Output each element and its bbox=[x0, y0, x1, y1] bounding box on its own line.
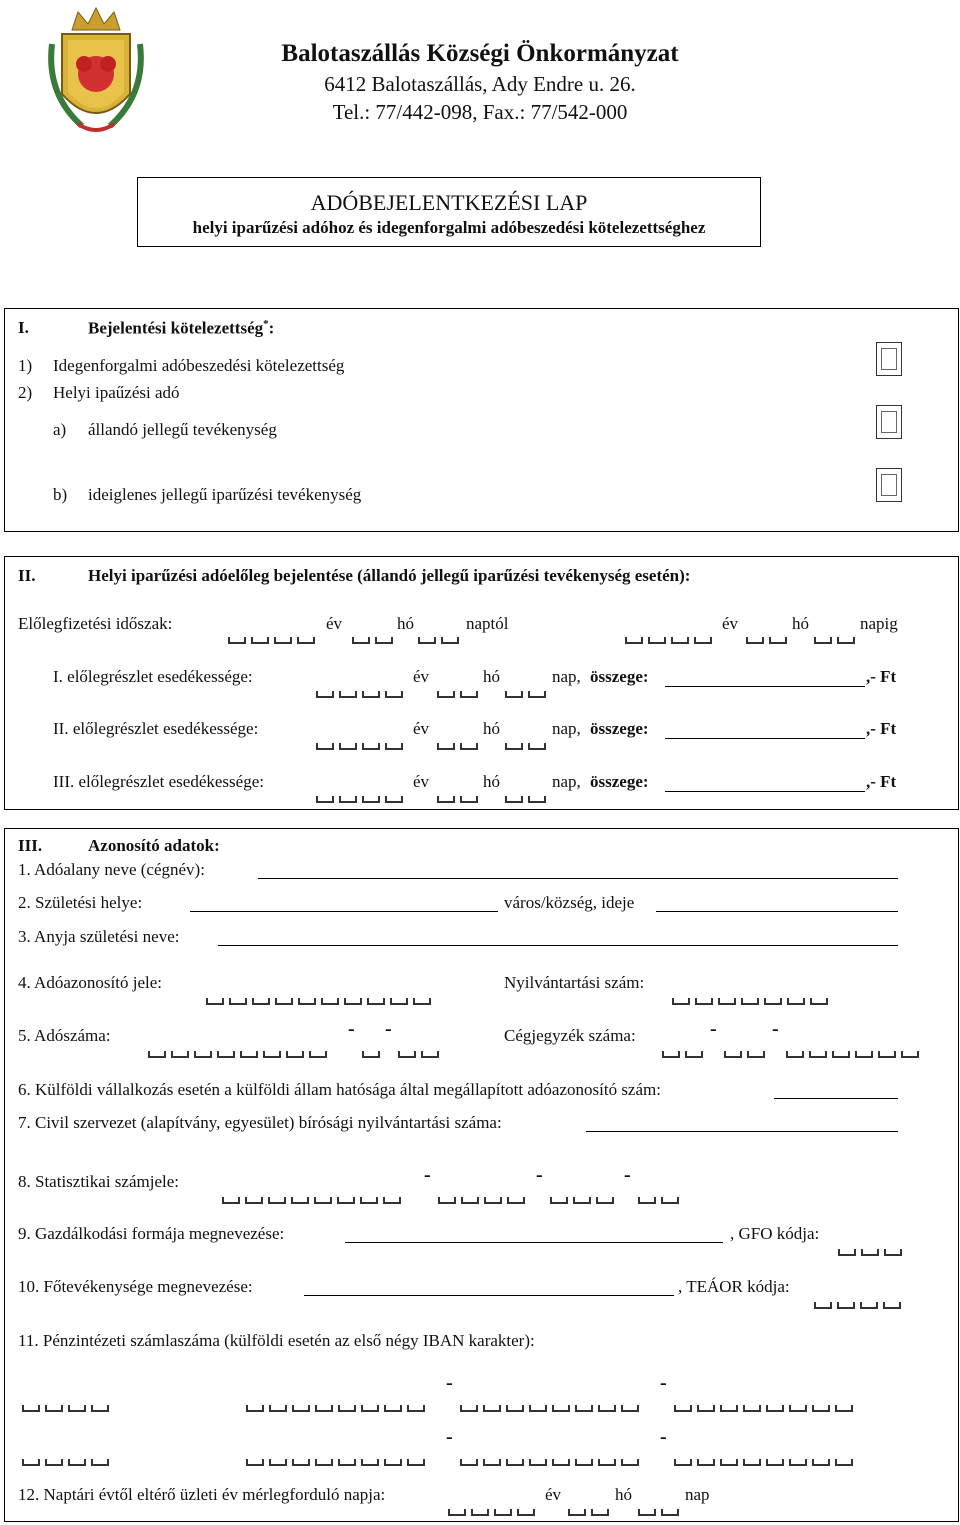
field-6-input[interactable] bbox=[774, 1097, 898, 1099]
registry-number-boxes[interactable] bbox=[672, 987, 828, 1005]
field-2-label: 2. Születési helye: bbox=[18, 893, 143, 912]
label-napig: napig bbox=[860, 614, 898, 633]
gfo-code-boxes[interactable] bbox=[838, 1238, 902, 1256]
stat-code-boxes-2[interactable] bbox=[438, 1186, 525, 1204]
account-2-boxes-c[interactable] bbox=[674, 1448, 853, 1466]
tax-number-county-boxes[interactable] bbox=[398, 1040, 439, 1058]
inst3-ft: ,- Ft bbox=[866, 772, 897, 791]
account-1-boxes-a[interactable] bbox=[246, 1394, 425, 1412]
section-1-heading: Bejelentési kötelezettség*: bbox=[88, 318, 275, 338]
field-10-input[interactable] bbox=[304, 1294, 674, 1296]
checkbox-allando[interactable] bbox=[876, 405, 902, 439]
fiscal-year[interactable] bbox=[448, 1498, 535, 1516]
inst3-osszege: összege: bbox=[590, 772, 649, 791]
installment-3-amount[interactable] bbox=[665, 790, 865, 792]
field-4-label: 4. Adóazonosító jele: bbox=[18, 973, 163, 992]
stat-code-boxes-1[interactable] bbox=[222, 1186, 401, 1204]
fiscal-day[interactable] bbox=[638, 1498, 679, 1516]
section-2-heading: Helyi iparűzési adóelőleg bejelentése (állandó jellegű iparűzési tevékenység esetén): bbox=[88, 566, 691, 585]
dash: - bbox=[385, 1018, 392, 1040]
installment-1-year[interactable] bbox=[316, 680, 403, 698]
tax-number-boxes[interactable] bbox=[148, 1040, 327, 1058]
teaor-code-boxes[interactable] bbox=[814, 1291, 901, 1309]
installment-3-day[interactable] bbox=[505, 785, 546, 803]
installment-2-year[interactable] bbox=[316, 732, 403, 750]
installment-2-day[interactable] bbox=[505, 732, 546, 750]
section-1-number: I. bbox=[18, 318, 29, 337]
field-10b-label: , TEÁOR kódja: bbox=[678, 1277, 790, 1296]
dash: - bbox=[624, 1164, 631, 1186]
s1-item-a-label: állandó jellegű tevékenység bbox=[88, 420, 277, 439]
fiscal-month[interactable] bbox=[568, 1498, 609, 1516]
iban-2-boxes[interactable] bbox=[22, 1448, 109, 1466]
coat-of-arms-logo bbox=[42, 4, 150, 140]
field-4b-label: Nyilvántartási szám: bbox=[504, 973, 645, 992]
account-2-boxes-b[interactable] bbox=[460, 1448, 639, 1466]
field-1-label: 1. Adóalany neve (cégnév): bbox=[18, 860, 205, 879]
installment-2-label: II. előlegrészlet esedékessége: bbox=[53, 719, 259, 738]
dash: - bbox=[348, 1018, 355, 1040]
field-2-birthplace-input[interactable] bbox=[190, 910, 498, 912]
checkbox-ideiglenes[interactable] bbox=[876, 468, 902, 502]
checkbox-idegenforgalmi[interactable] bbox=[876, 342, 902, 376]
company-reg-boxes-2[interactable] bbox=[724, 1040, 765, 1058]
label-ev-2: év bbox=[722, 614, 739, 633]
field-9-input[interactable] bbox=[345, 1241, 723, 1243]
company-reg-boxes-1[interactable] bbox=[662, 1040, 703, 1058]
period-from-year[interactable] bbox=[228, 626, 315, 644]
field-7-input[interactable] bbox=[586, 1130, 898, 1132]
field-2-birthdate-input[interactable] bbox=[656, 910, 898, 912]
field-10-label: 10. Főtevékenysége megnevezése: bbox=[18, 1277, 253, 1296]
installment-2-month[interactable] bbox=[437, 732, 478, 750]
label-ev: év bbox=[326, 614, 343, 633]
inst3-nap: nap, bbox=[552, 772, 581, 791]
field-7-label: 7. Civil szervezet (alapítvány, egyesület) bírósági nyilvántartási száma: bbox=[18, 1113, 502, 1132]
org-name: Balotaszállás Községi Önkormányzat bbox=[281, 40, 679, 67]
field-5-label: 5. Adószáma: bbox=[18, 1026, 111, 1045]
period-to-year[interactable] bbox=[625, 626, 712, 644]
field-9b-label: , GFO kódja: bbox=[730, 1224, 820, 1243]
inst1-osszege: összege: bbox=[590, 667, 649, 686]
installment-1-amount[interactable] bbox=[665, 685, 865, 687]
field-5b-label: Cégjegyzék száma: bbox=[504, 1026, 636, 1045]
dash: - bbox=[660, 1426, 667, 1448]
f12-nap: nap bbox=[685, 1485, 710, 1504]
dash: - bbox=[446, 1372, 453, 1394]
stat-code-boxes-3[interactable] bbox=[550, 1186, 614, 1204]
inst2-ho: hó bbox=[483, 719, 500, 738]
inst3-ev: év bbox=[413, 772, 430, 791]
org-phone-fax: Tel.: 77/442-098, Fax.: 77/542-000 bbox=[332, 100, 628, 124]
period-to-day[interactable] bbox=[814, 626, 855, 644]
period-to-month[interactable] bbox=[746, 626, 787, 644]
form-title: ADÓBEJELENTKEZÉSI LAP bbox=[310, 190, 588, 215]
s1-item-1-num: 1) bbox=[18, 356, 33, 375]
field-11-label: 11. Pénzintézeti számlaszáma (külföldi esetén az első négy IBAN karakter): bbox=[18, 1331, 535, 1350]
tax-id-boxes[interactable] bbox=[206, 987, 431, 1005]
s1-item-2-label: Helyi ipaűzési adó bbox=[53, 383, 180, 402]
account-2-boxes-a[interactable] bbox=[246, 1448, 425, 1466]
inst2-osszege: összege: bbox=[590, 719, 649, 738]
form-subtitle: helyi iparűzési adóhoz és idegenforgalmi adóbeszedési kötelezettséghez bbox=[192, 218, 706, 237]
inst1-ft: ,- Ft bbox=[866, 667, 897, 686]
dash: - bbox=[710, 1018, 717, 1040]
dash: - bbox=[660, 1372, 667, 1394]
org-address: 6412 Balotaszállás, Ady Endre u. 26. bbox=[324, 72, 636, 96]
field-9-label: 9. Gazdálkodási formája megnevezése: bbox=[18, 1224, 285, 1243]
installment-2-amount[interactable] bbox=[665, 737, 865, 739]
installment-1-label: I. előlegrészlet esedékessége: bbox=[53, 667, 253, 686]
installment-1-month[interactable] bbox=[437, 680, 478, 698]
period-label: Előlegfizetési időszak: bbox=[18, 614, 173, 633]
inst2-nap: nap, bbox=[552, 719, 581, 738]
installment-3-label: III. előlegrészlet esedékessége: bbox=[53, 772, 264, 791]
field-12-label: 12. Naptári évtől eltérő üzleti év mérlegforduló napja: bbox=[18, 1485, 386, 1504]
field-6-label: 6. Külföldi vállalkozás esetén a külföldi állam hatósága által megállapított adóazonosító szám: bbox=[18, 1080, 661, 1099]
s1-item-b-label: ideiglenes jellegű iparűzési tevékenység bbox=[88, 485, 362, 504]
inst1-ev: év bbox=[413, 667, 430, 686]
dash: - bbox=[424, 1164, 431, 1186]
period-from-month[interactable] bbox=[352, 626, 393, 644]
section-2-number: II. bbox=[18, 566, 36, 585]
field-8-label: 8. Statisztikai számjele: bbox=[18, 1172, 179, 1191]
inst1-ho: hó bbox=[483, 667, 500, 686]
field-1-input[interactable] bbox=[258, 877, 898, 879]
installment-3-month[interactable] bbox=[437, 785, 478, 803]
field-3-label: 3. Anyja születési neve: bbox=[18, 927, 180, 946]
account-1-boxes-c[interactable] bbox=[674, 1394, 853, 1412]
s1-item-a-num: a) bbox=[53, 420, 67, 439]
s1-item-b-num: b) bbox=[53, 485, 68, 504]
inst2-ev: év bbox=[413, 719, 430, 738]
f12-ho: hó bbox=[615, 1485, 632, 1504]
section-3-number: III. bbox=[18, 836, 43, 855]
dash: - bbox=[536, 1164, 543, 1186]
installment-1-day[interactable] bbox=[505, 680, 546, 698]
f12-ev: év bbox=[545, 1485, 562, 1504]
dash: - bbox=[446, 1426, 453, 1448]
company-reg-boxes-3[interactable] bbox=[786, 1040, 919, 1058]
s1-item-2-num: 2) bbox=[18, 383, 33, 402]
inst3-ho: hó bbox=[483, 772, 500, 791]
label-naptol: naptól bbox=[466, 614, 509, 633]
stat-code-boxes-4[interactable] bbox=[638, 1186, 679, 1204]
iban-1-boxes[interactable] bbox=[22, 1394, 109, 1412]
section-3-heading: Azonosító adatok: bbox=[88, 836, 220, 855]
label-ho: hó bbox=[397, 614, 414, 633]
account-1-boxes-b[interactable] bbox=[460, 1394, 639, 1412]
label-ho-2: hó bbox=[792, 614, 809, 633]
field-2b-label: város/község, ideje bbox=[504, 893, 635, 912]
period-from-day[interactable] bbox=[418, 626, 459, 644]
inst1-nap: nap, bbox=[552, 667, 581, 686]
s1-item-1-label: Idegenforgalmi adóbeszedési kötelezettség bbox=[53, 356, 345, 375]
tax-number-box-9[interactable] bbox=[362, 1040, 380, 1058]
inst2-ft: ,- Ft bbox=[866, 719, 897, 738]
form-title-box bbox=[137, 177, 761, 247]
installment-3-year[interactable] bbox=[316, 785, 403, 803]
field-3-input[interactable] bbox=[218, 944, 898, 946]
dash: - bbox=[772, 1018, 779, 1040]
